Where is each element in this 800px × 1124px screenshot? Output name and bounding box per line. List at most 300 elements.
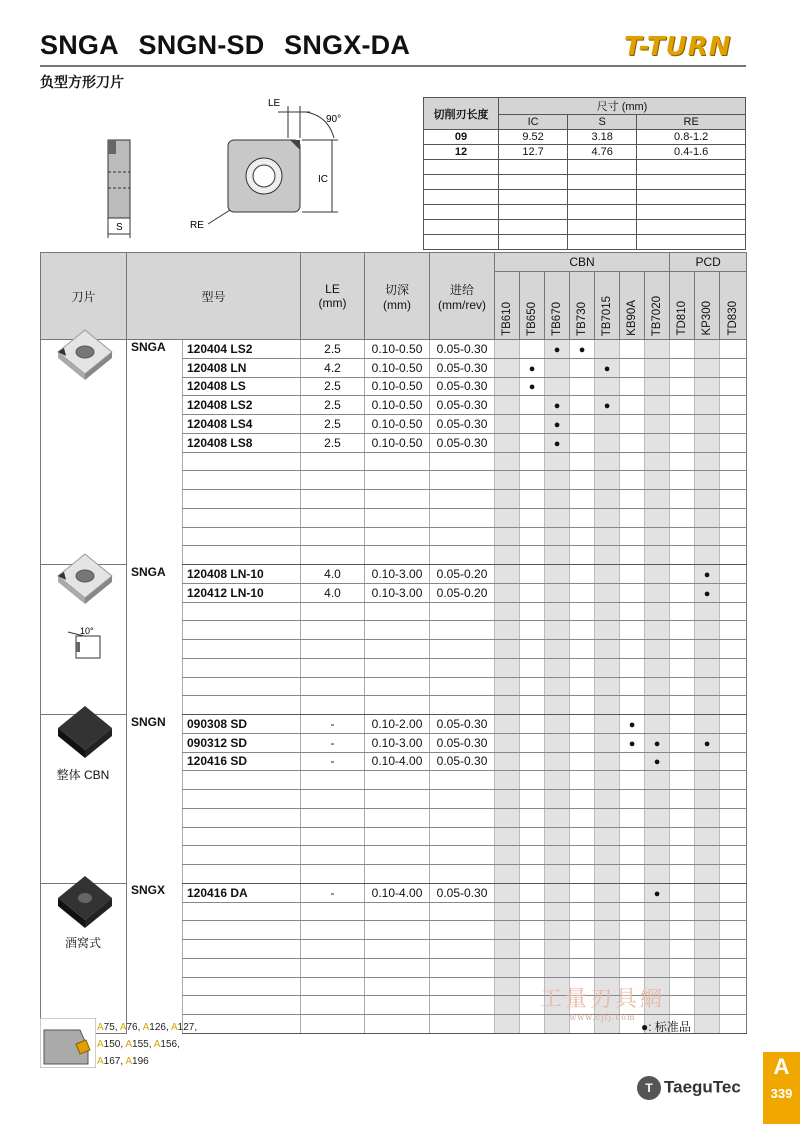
grade-cell [670,827,695,846]
feed-value [430,546,495,565]
grade-cell [495,958,520,977]
model-code [183,902,301,921]
grade-cell [620,846,645,865]
grade-cell [520,358,545,377]
le-value [301,621,365,640]
grade-cell [645,696,670,715]
grade-cell [495,865,520,884]
feed-value [430,921,495,940]
grade-cell [520,733,545,752]
grade-cell [695,865,720,884]
grade-cell [545,752,570,771]
grade-cell [695,340,720,359]
le-value [301,471,365,490]
grade-header-tb670: TB670 [545,272,570,340]
re-label: RE [190,220,204,231]
grade-cell [620,640,645,659]
grade-cell [720,790,747,809]
grade-cell [670,940,695,959]
le-value: 4.0 [301,565,365,584]
feed-value [430,1015,495,1034]
table-row [41,565,747,584]
grade-cell [645,452,670,471]
grade-cell [570,583,595,602]
grade-cell [595,921,620,940]
grade-cell [520,790,545,809]
grade-cell [520,696,545,715]
depth-value [365,640,430,659]
feed-value [430,865,495,884]
grade-cell [545,715,570,734]
grade-cell [645,508,670,527]
grade-cell [645,883,670,902]
grade-cell [520,715,545,734]
grade-cell [620,415,645,434]
grade-cell [545,808,570,827]
grade-cell [620,752,645,771]
grade-cell [670,452,695,471]
le-value [301,677,365,696]
grade-cell [620,527,645,546]
grade-cell [595,733,620,752]
table-row [41,340,747,359]
grade-cell [595,415,620,434]
dim-row: 12 12.7 4.76 0.4-1.6 [424,145,746,160]
model-code: 120408 LS2 [183,396,301,415]
grade-cell [520,677,545,696]
grade-cell [620,546,645,565]
grade-cell [595,602,620,621]
grade-cell [520,921,545,940]
grade-cell [520,846,545,865]
standard-mark: ● [528,381,536,394]
grade-cell [720,696,747,715]
grade-cell [720,883,747,902]
le-value [301,827,365,846]
grade-cell [595,396,620,415]
grade-cell [620,715,645,734]
grade-cell [645,733,670,752]
grade-cell [495,696,520,715]
grade-cell [595,865,620,884]
grade-cell [570,602,595,621]
grade-cell [570,546,595,565]
grade-cell [645,583,670,602]
grade-cell [695,621,720,640]
watermark: 工量刃具網 www.cjfj.com [540,987,666,1022]
grade-cell [545,677,570,696]
grade-cell [545,490,570,509]
grade-cell [695,415,720,434]
feed-value: 0.05-0.30 [430,377,495,396]
grade-cell [720,996,747,1015]
depth-value [365,865,430,884]
model-code [183,771,301,790]
grade-cell [620,602,645,621]
depth-value [365,490,430,509]
grade-cell [545,358,570,377]
grade-cell [670,415,695,434]
standard-mark: ● [528,362,536,375]
standard-mark: ● [628,737,636,750]
feed-value [430,808,495,827]
grade-cell [695,996,720,1015]
grade-cell [520,808,545,827]
depth-value [365,527,430,546]
grade-cell [670,433,695,452]
le-value [301,940,365,959]
grade-cell [520,640,545,659]
grade-cell [645,433,670,452]
grade-cell [695,452,720,471]
grade-cell [695,527,720,546]
model-code [183,602,301,621]
grade-cell [595,546,620,565]
model-code: 120408 LN [183,358,301,377]
grade-cell [520,771,545,790]
grade-cell [495,790,520,809]
grade-header-tb730: TB730 [570,272,595,340]
grade-cell [545,771,570,790]
grade-cell [645,602,670,621]
depth-value [365,771,430,790]
grade-cell [520,340,545,359]
grade-cell [695,827,720,846]
legend-standard: ●: 标准品 [641,1020,691,1034]
dim-header-ic: IC [499,115,568,130]
sngx-caption: 酒窝式 [64,936,101,950]
feed-value [430,621,495,640]
grade-cell [570,827,595,846]
grade-cell [670,527,695,546]
depth-value [365,846,430,865]
grade-cell [495,396,520,415]
grade-cell [645,396,670,415]
grade-cell [595,752,620,771]
feed-value [430,902,495,921]
grade-cell [645,921,670,940]
grade-cell [695,508,720,527]
page-ref: A126 [142,1022,166,1033]
grade-cell [495,527,520,546]
grade-cell [695,696,720,715]
grade-cell [595,508,620,527]
grade-cell [495,452,520,471]
grade-cell [495,977,520,996]
grade-cell [695,640,720,659]
grade-cell [695,377,720,396]
grade-header-td810: TD810 [670,272,695,340]
grade-header-tb610: TB610 [495,272,520,340]
model-code [183,940,301,959]
grade-cell [595,790,620,809]
grade-cell [495,808,520,827]
series-label: SNGA [127,340,183,565]
page-references: A75, A76, A126, A127, A150, A155, A156, A167, A196 [97,1022,198,1067]
feed-value [430,996,495,1015]
grade-cell [570,415,595,434]
grade-header-td830: TD830 [720,272,747,340]
grade-cell [495,583,520,602]
grade-cell [695,846,720,865]
model-code [183,508,301,527]
grade-header-tb7015: TB7015 [595,272,620,340]
grade-cell [670,771,695,790]
depth-value: 0.10-0.50 [365,415,430,434]
grade-cell [670,490,695,509]
grade-cell [720,940,747,959]
grade-cell [545,790,570,809]
depth-value: 0.10-4.00 [365,752,430,771]
grade-cell [670,358,695,377]
depth-value: 0.10-0.50 [365,433,430,452]
grade-cell [695,790,720,809]
feed-value [430,846,495,865]
page-ref: A127 [171,1022,195,1033]
grade-cell [695,921,720,940]
grade-cell [670,640,695,659]
grade-cell [645,827,670,846]
model-code: 120408 LN-10 [183,565,301,584]
grade-cell [570,677,595,696]
grade-cell [620,677,645,696]
model-code [183,977,301,996]
depth-value [365,921,430,940]
grade-cell [520,396,545,415]
grade-cell [595,940,620,959]
grade-cell [645,790,670,809]
grade-cell [570,452,595,471]
grade-cell [645,771,670,790]
grade-cell [495,508,520,527]
grade-cell [720,546,747,565]
grade-cell [570,752,595,771]
grade-cell [695,808,720,827]
grade-cell [720,977,747,996]
grade-cell [595,433,620,452]
grade-cell [595,808,620,827]
grade-cell [495,340,520,359]
grade-cell [570,790,595,809]
grade-cell [645,527,670,546]
page-ref: A156 [153,1039,178,1050]
model-code [183,490,301,509]
grade-cell [520,527,545,546]
grade-cell [670,621,695,640]
grade-cell [720,733,747,752]
model-code: 120404 LS2 [183,340,301,359]
model-code: 120408 LS [183,377,301,396]
le-value [301,696,365,715]
grade-cell [670,733,695,752]
grade-cell [595,846,620,865]
le-value [301,846,365,865]
grade-cell [645,358,670,377]
grade-cell [520,471,545,490]
grade-cell [670,471,695,490]
grade-cell [620,940,645,959]
depth-value [365,677,430,696]
model-code [183,1015,301,1034]
ic-label: IC [318,174,328,185]
grade-cell [720,358,747,377]
le-value: - [301,733,365,752]
grade-cell [645,565,670,584]
grade-cell [520,377,545,396]
grade-cell [545,658,570,677]
snga-ls-insert-icon [52,322,118,382]
title-divider [40,65,746,67]
grade-cell [670,602,695,621]
grade-cell [545,958,570,977]
le-value [301,902,365,921]
grade-cell [495,940,520,959]
le-value [301,602,365,621]
sngn-caption: 整体 CBN [56,768,110,782]
standard-mark: ● [628,718,636,731]
grade-cell [695,677,720,696]
grade-cell [670,565,695,584]
grade-cell [670,340,695,359]
grade-cell [570,846,595,865]
page-ref: A75 [97,1022,115,1033]
model-code: 120416 DA [183,883,301,902]
page-number: 339 [770,1086,793,1101]
depth-value [365,977,430,996]
grade-cell [645,546,670,565]
grade-cell [645,340,670,359]
grade-cell [670,752,695,771]
feed-value [430,958,495,977]
grade-cell [620,658,645,677]
standard-mark: ● [653,756,661,769]
grade-cell [570,940,595,959]
depth-value: 0.10-3.00 [365,565,430,584]
grade-cell [570,715,595,734]
grade-cell [720,715,747,734]
le-value: 2.5 [301,433,365,452]
grade-cell [620,452,645,471]
grade-cell [720,865,747,884]
model-code [183,677,301,696]
le-value [301,1015,365,1034]
le-value: 4.0 [301,583,365,602]
grade-cell [620,790,645,809]
grade-cell [570,433,595,452]
header-le: LE (mm) [301,253,365,340]
grade-cell [545,508,570,527]
dim-header-cut-length: 切削刃长度 [424,98,499,130]
grade-cell [570,658,595,677]
grade-cell [670,508,695,527]
grade-cell [645,865,670,884]
feed-value: 0.05-0.30 [430,883,495,902]
grade-cell [620,808,645,827]
model-code: 120412 LN-10 [183,583,301,602]
title-sngn-sd: SNGN-SD [138,30,265,60]
model-code [183,527,301,546]
grade-cell [645,415,670,434]
company-logo: T TaeguTec [637,1076,741,1100]
grade-cell [670,790,695,809]
grade-cell [620,358,645,377]
grade-cell [720,827,747,846]
grade-cell [545,527,570,546]
grade-cell [695,433,720,452]
grade-cell [720,433,747,452]
grade-cell [545,827,570,846]
angle-label: 90° [326,114,342,125]
depth-value [365,546,430,565]
grade-cell [545,696,570,715]
table-row [41,715,747,734]
grade-cell [495,996,520,1015]
grade-cell [595,527,620,546]
grade-cell [570,490,595,509]
grade-cell [720,846,747,865]
grade-cell [645,846,670,865]
grade-cell [620,583,645,602]
grade-cell [620,377,645,396]
model-code [183,996,301,1015]
le-label: LE [268,98,281,109]
grade-cell [545,415,570,434]
grade-cell [695,715,720,734]
grade-cell [620,733,645,752]
grade-cell [595,377,620,396]
header-depth: 切深 (mm) [365,253,430,340]
grade-cell [720,396,747,415]
standard-mark: ● [603,362,611,375]
grade-cell [695,771,720,790]
le-value [301,490,365,509]
grade-cell [570,471,595,490]
grade-cell [570,358,595,377]
series-label: SNGX [127,883,183,1033]
grade-cell [670,546,695,565]
grade-cell [545,640,570,659]
grade-cell [720,752,747,771]
le-value [301,546,365,565]
le-value [301,527,365,546]
le-value [301,921,365,940]
depth-value [365,508,430,527]
grade-cell [545,565,570,584]
grade-cell [495,752,520,771]
le-value [301,640,365,659]
grade-cell [695,883,720,902]
grade-cell [520,508,545,527]
grade-cell [545,865,570,884]
grade-cell [570,340,595,359]
page-ref: A167 [97,1056,121,1067]
feed-value [430,827,495,846]
grade-cell [570,396,595,415]
depth-value [365,940,430,959]
grade-cell [720,508,747,527]
feed-value: 0.05-0.30 [430,358,495,377]
feed-value: 0.05-0.20 [430,583,495,602]
model-code: 120408 LS4 [183,415,301,434]
grade-cell [620,340,645,359]
grade-cell [545,396,570,415]
grade-cell [495,602,520,621]
grade-cell [595,715,620,734]
grade-cell [620,621,645,640]
grade-cell [595,827,620,846]
model-code [183,471,301,490]
depth-value [365,471,430,490]
